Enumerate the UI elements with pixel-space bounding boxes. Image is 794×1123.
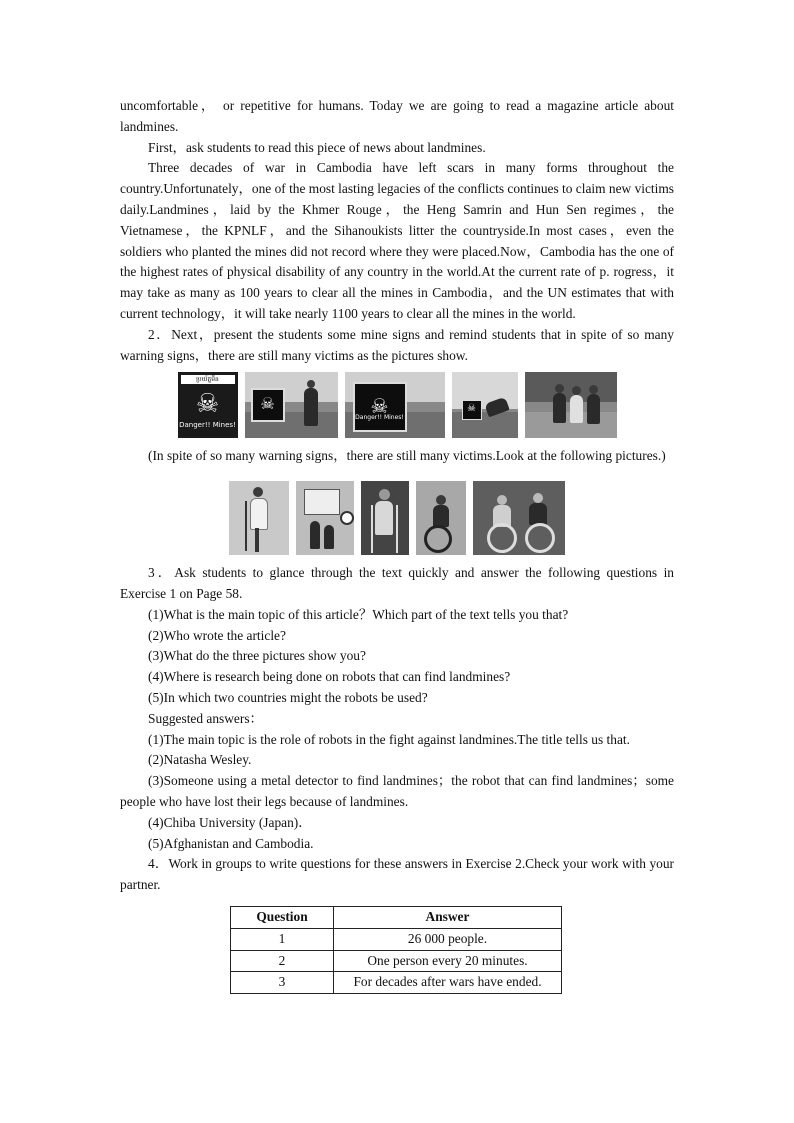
victim-photo-2 <box>296 481 354 555</box>
question-answer-table <box>230 906 562 994</box>
mine-signs-photo-row <box>120 372 674 438</box>
question-2: (2)Who wrote the article? <box>148 627 286 643</box>
answer-4: (4)Chiba University (Japan)． <box>148 814 312 830</box>
question-5: (5)In which two countries might the robots be used? <box>148 689 428 705</box>
skull-icon: ☠ <box>195 389 220 419</box>
person-figure <box>553 393 566 423</box>
poster <box>304 489 340 515</box>
person-figure <box>250 498 268 530</box>
mine-sign-photo-5 <box>525 372 617 438</box>
step-3-paragraph: 3．Ask students to glance through the text quickly and answer the following questions in Exercise 1 on Page 58. <box>120 565 674 601</box>
table-cell: One person every 20 minutes. <box>334 950 562 972</box>
answers-heading: Suggested answers： <box>148 710 263 726</box>
crutch <box>396 505 398 553</box>
question-3: (3)What do the three pictures show you? <box>148 648 366 664</box>
road-sign <box>340 511 354 525</box>
answer-1: (1)The main topic is the role of robots in the fight against landmines.The title tells us that. <box>148 731 630 747</box>
answer-5: (5)Afghanistan and Cambodia. <box>148 835 314 851</box>
skull-icon: ☠ <box>370 394 389 419</box>
question-1: (1)What is the main topic of this article？Which part of the text tells you that? <box>148 606 569 622</box>
table-row <box>231 928 562 950</box>
news-paragraph: Three decades of war in Cambodia have left scars in many forms throughout the country.Unfortunately，one of the most lasting legacies of the conflicts continues to claim new victims daily.Landmines，laid by the Khmer Rouge，the Heng Samrin and Hun Sen regimes，the Vietnamese，the KPNLF，and the Sihanoukists litter the countryside.In most cases，even the soldiers who planted the mines did not record where they were placed.Now，Cambodia has the one of the highest rates of physical disability of any country in the world.At the current rate of p. rogress，it may take as many as 100 years to clear all the mines in Cambodia，and the UN estimates that with current technology，it will take nearly 1100 years to clear all the mines in the world. <box>120 160 674 321</box>
document-body <box>120 96 674 994</box>
person-figure <box>529 503 547 525</box>
table-header-question: Question <box>231 906 334 928</box>
crutch <box>371 505 373 553</box>
victim-photo-1 <box>229 481 289 555</box>
victim-photo-4 <box>416 481 466 555</box>
crutch <box>245 501 247 551</box>
person-figure <box>304 388 318 426</box>
mine-sign-photo-3 <box>345 372 445 438</box>
table-header-answer: Answer <box>334 906 562 928</box>
table-cell: For decades after wars have ended. <box>334 972 562 994</box>
person-figure <box>310 521 320 549</box>
khmer-sign-text: ប្រយ័ត្នមីន <box>181 375 235 384</box>
table-cell: 26 000 people. <box>334 928 562 950</box>
person-figure <box>570 395 583 423</box>
question-4: (4)Where is research being done on robots that can find landmines? <box>148 669 511 685</box>
victims-photo-row <box>120 481 674 555</box>
table-row <box>231 972 562 994</box>
skull-icon: ☠ <box>467 403 476 415</box>
table-cell: 2 <box>231 950 334 972</box>
wheelchair-wheel <box>525 523 555 553</box>
table-cell: 3 <box>231 972 334 994</box>
mine-sign-photo-1 <box>178 372 238 438</box>
intro-paragraph: uncomfortable， or repetitive for humans. Today we are going to read a magazine article about landmines. <box>120 98 674 134</box>
danger-sign-text: Danger!! Mines! <box>179 420 236 429</box>
wheelchair-wheel <box>424 525 452 553</box>
caption-paragraph: (In spite of so many warning signs，there are still many victims.Look at the following pictures.) <box>148 448 666 464</box>
mine-sign-photo-2 <box>245 372 338 438</box>
danger-sign-text: Danger!! Mines! <box>355 413 404 421</box>
step-4-paragraph: 4．Work in groups to write questions for these answers in Exercise 2.Check your work with your partner. <box>120 856 674 893</box>
table-header-row <box>231 906 562 928</box>
wheelchair-wheel <box>487 523 517 553</box>
step-1-paragraph: First，ask students to read this piece of news about landmines. <box>148 139 486 155</box>
table-cell: 1 <box>231 928 334 950</box>
person-figure <box>433 505 449 527</box>
victim-photo-3 <box>361 481 409 555</box>
person-figure <box>324 525 334 549</box>
skull-icon: ☠ <box>260 394 275 414</box>
answer-3: (3)Someone using a metal detector to find landmines；the robot that can find landmines；some people who have lost their legs because of landmines. <box>120 773 674 809</box>
answer-2: (2)Natasha Wesley. <box>148 752 252 768</box>
mine-sign-photo-4 <box>452 372 518 438</box>
table-row <box>231 950 562 972</box>
step-2-paragraph: 2．Next，present the students some mine signs and remind students that in spite of so many warning signs，there are still many victims as the pictures show. <box>120 326 674 363</box>
person-figure <box>587 394 600 424</box>
person-figure <box>375 501 393 535</box>
victim-photo-5 <box>473 481 565 555</box>
